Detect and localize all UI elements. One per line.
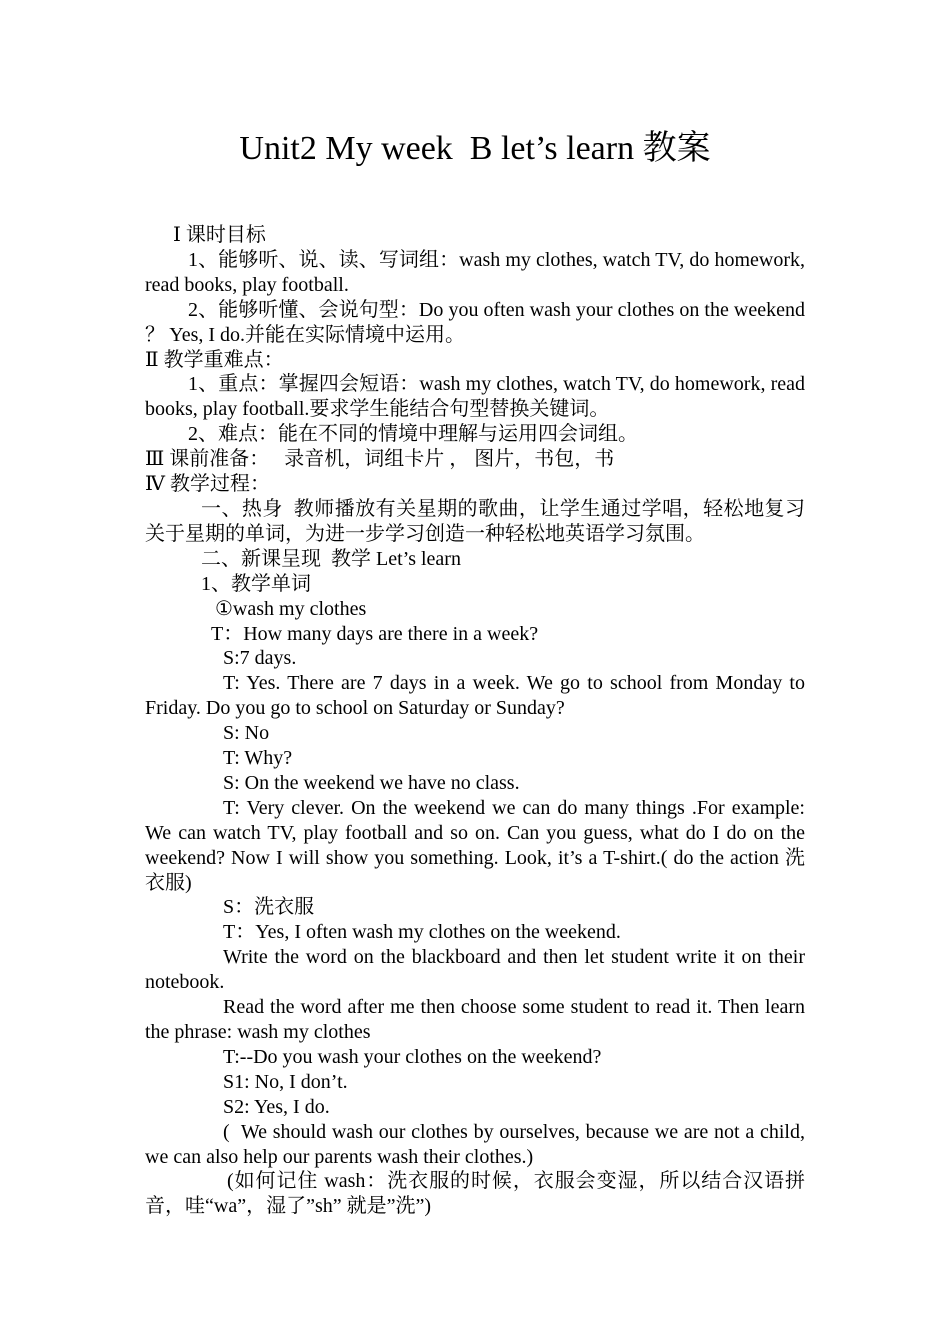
section-heading-objectives: Ⅰ 课时目标 <box>173 224 266 246</box>
section-heading-preparation: Ⅲ 课前准备： 录音机，词组卡片 ， 图片，书包，书 <box>145 448 615 471</box>
objective-item-1: 1、能够听、说、读、写词组：wash my clothes, watch TV, do homework, read books, play football. <box>145 248 810 296</box>
teach-words-heading: 1、教学单词 <box>201 572 311 595</box>
objective-item-2: 2、能够听懂、会说句型：Do you often wash your clothes on the weekend ？ Yes, I do.并能在实际情境中运用。 <box>145 298 810 346</box>
document-body <box>145 223 810 1219</box>
dialogue-line: T: Very clever. On the weekend we can do many things .For example: We can watch TV, play football and so on. Can you guess, what do I do on the weekend? Now I will show you something. Look, it’s a T-shirt.( do the action 洗衣服) <box>145 796 810 894</box>
dialogue-line: T: Why? <box>223 747 293 770</box>
instruction-paragraph: Write the word on the blackboard and then let student write it on their notebook. <box>145 946 810 994</box>
section-heading-key-points: Ⅱ 教学重难点： <box>145 348 284 371</box>
dialogue-line: T:--Do you wash your clothes on the weekend? <box>223 1045 602 1068</box>
instruction-paragraph: Read the word after me then choose some student to read it. Then learn the phrase: wash my clothes <box>145 996 810 1043</box>
memory-tip-paragraph: (如何记住 wash：洗衣服的时候，衣服会变湿，所以结合汉语拼音，哇“wa”，湿了”sh” 就是”洗”) <box>145 1170 805 1218</box>
warm-up-paragraph: 一、热身 教师播放有关星期的歌曲，让学生通过学唱，轻松地复习关于星期的单词，为进一步学习创造一种轻松地英语学习氛围。 <box>145 497 805 545</box>
phrase-heading: ①wash my clothes <box>215 597 367 620</box>
dialogue-line: T: Yes. There are 7 days in a week. We go to school from Monday to Friday. Do you go to school on Saturday or Sunday? <box>145 672 810 720</box>
dialogue-line: S: No <box>223 722 270 745</box>
dialogue-line: S: On the weekend we have no class. <box>223 771 520 794</box>
dialogue-line: S：洗衣服 <box>223 896 315 919</box>
dialogue-line: S2: Yes, I do. <box>223 1095 330 1118</box>
dialogue-line: T：Yes, I often wash my clothes on the weekend. <box>223 921 621 944</box>
note-paragraph: ( We should wash our clothes by ourselves, because we are not a child, we can also help our parents wash their clothes.) <box>145 1120 810 1168</box>
new-lesson-heading: 二、新课呈现 教学 Let’s learn <box>201 547 461 570</box>
key-point-item: 1、重点：掌握四会短语：wash my clothes, watch TV, do homework, read books, play football.要求学生能结合句型替换关键词。 <box>145 373 810 421</box>
section-heading-process: Ⅳ 教学过程： <box>145 473 270 496</box>
dialogue-line: S1: No, I don’t. <box>223 1070 348 1093</box>
document-title: Unit2 My week B let’s learn 教案 <box>239 130 711 167</box>
dialogue-line: T：How many days are there in a week? <box>211 622 539 645</box>
dialogue-line: S:7 days. <box>223 647 297 670</box>
difficulty-item: 2、难点：能在不同的情境中理解与运用四会词组。 <box>188 423 638 446</box>
